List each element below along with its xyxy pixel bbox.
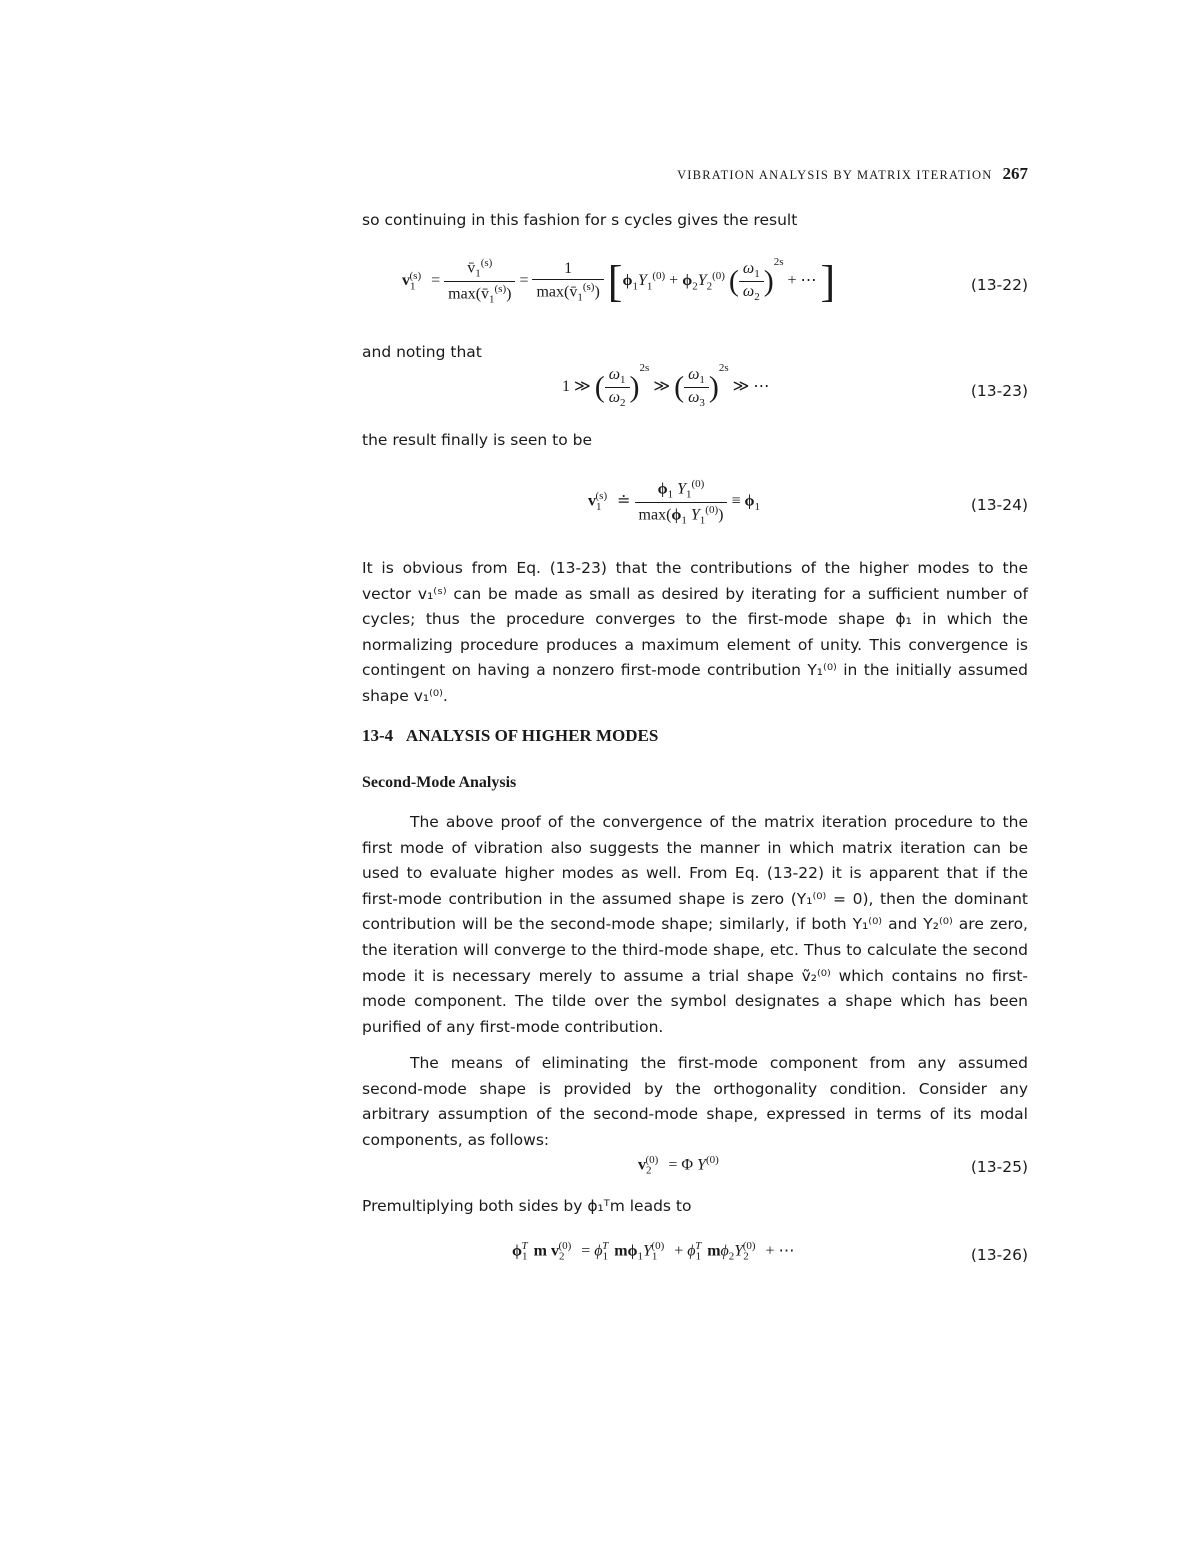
paragraph-4: It is obvious from Eq. (13-23) that the contributions of the higher modes to the vector v₁⁽ˢ⁾ can be made as small as desired by iterating for a sufficient number of cycles; thus the procedure converges to the first-mode shape ϕ₁ in which the normalizing procedure produces a maximum element of unity. This convergence is contingent on having a nonzero first-mode contribution Y₁⁽⁰⁾ in the initially assumed shape v₁⁽⁰⁾. — [362, 559, 1028, 705]
equation-13-24-body: $v_1^{(s)}$ ≐ $\frac{\phi_1 Y_1^{(0)}}{\max(\phi_1 Y_1^{(0)})}$ ≡ $\phi_1$ — [588, 478, 760, 527]
equation-number: (13-25) — [970, 1158, 1028, 1176]
equation-number: (13-22) — [970, 276, 1028, 294]
equation-13-22 — [362, 256, 1028, 318]
equation-number: (13-24) — [970, 496, 1028, 514]
page-number: 267 — [1002, 164, 1028, 183]
paragraph-3: the result finally is seen to be — [362, 431, 593, 449]
running-header — [677, 164, 1028, 184]
equation-number: (13-26) — [970, 1246, 1028, 1264]
equation-13-22-body: $v_1^{(s)}$ = $\frac{v̄_1^{(s)}}{\max(v̄_1^{(s)})}$ = $\frac{1}{\max(v̄_1^{(s)})}$ [$\phi_1Y_1^{(0)} + \phi_2Y_2^{(0)}$ ( $\frac{\omega_1}{\omega_2}$ )$^{2s}$ + ⋯ ] — [402, 256, 836, 306]
subsection-heading: Second-Mode Analysis — [362, 774, 517, 791]
paragraph-6: The means of eliminating the first-mode component from any assumed second-mode shape is provided by the orthogonality condition. Consider any arbitrary assumption of the second-mode shape, expressed in terms of its modal components, as follows: — [362, 1054, 1028, 1149]
equation-13-23 — [362, 362, 1028, 424]
running-title: VIBRATION ANALYSIS BY MATRIX ITERATION — [677, 168, 993, 182]
equation-13-23-body: 1 ≫ ( $\frac{\omega_1}{\omega_2}$ )$^{2s}$ ≫ ( $\frac{\omega_1}{\omega_3}$ )$^{2s}$ ≫ ⋯ — [562, 362, 770, 410]
section-heading — [362, 726, 658, 746]
equation-13-24 — [362, 478, 1028, 538]
equation-13-25 — [362, 1154, 1028, 1184]
section-title: ANALYSIS OF HIGHER MODES — [405, 726, 659, 745]
equation-13-26 — [362, 1240, 1028, 1270]
section-number: 13-4 — [362, 726, 394, 745]
paragraph-5: The above proof of the convergence of the matrix iteration procedure to the first mode of vibration also suggests the manner in which matrix iteration can be used to evaluate higher modes as well. From Eq. (13-22) it is apparent that if the first-mode contribution in the assumed shape is zero (Y₁⁽⁰⁾ = 0), then the dominant contribution will be the second-mode shape; similarly, if both Y₁⁽⁰⁾ and Y₂⁽⁰⁾ are zero, the iteration will converge to the third-mode shape, etc. Thus to calculate the second mode it is necessary merely to assume a trial shape ṽ₂⁽⁰⁾ which contains no first-mode component. The tilde over the symbol designates a shape which has been purified of any first-mode contribution. — [362, 813, 1028, 1036]
equation-13-26-body: $\phi_1^T$ m $v_2^{(0)} = \phi_1^T$ $m\phi_1Y_1^{(0)} + \phi_1^T$ $m\phi_2Y_2^{(0)}$ + ⋯ — [512, 1240, 795, 1263]
paragraph-7: Premultiplying both sides by ϕ₁ᵀm leads to — [362, 1197, 692, 1215]
paragraph-2: and noting that — [362, 343, 482, 361]
equation-13-25-body: $v_2^{(0)} = \Phi$ $Y^{(0)}$ — [638, 1154, 719, 1177]
equation-number: (13-23) — [970, 382, 1028, 400]
paragraph-1: so continuing in this fashion for s cycles gives the result — [362, 211, 798, 229]
